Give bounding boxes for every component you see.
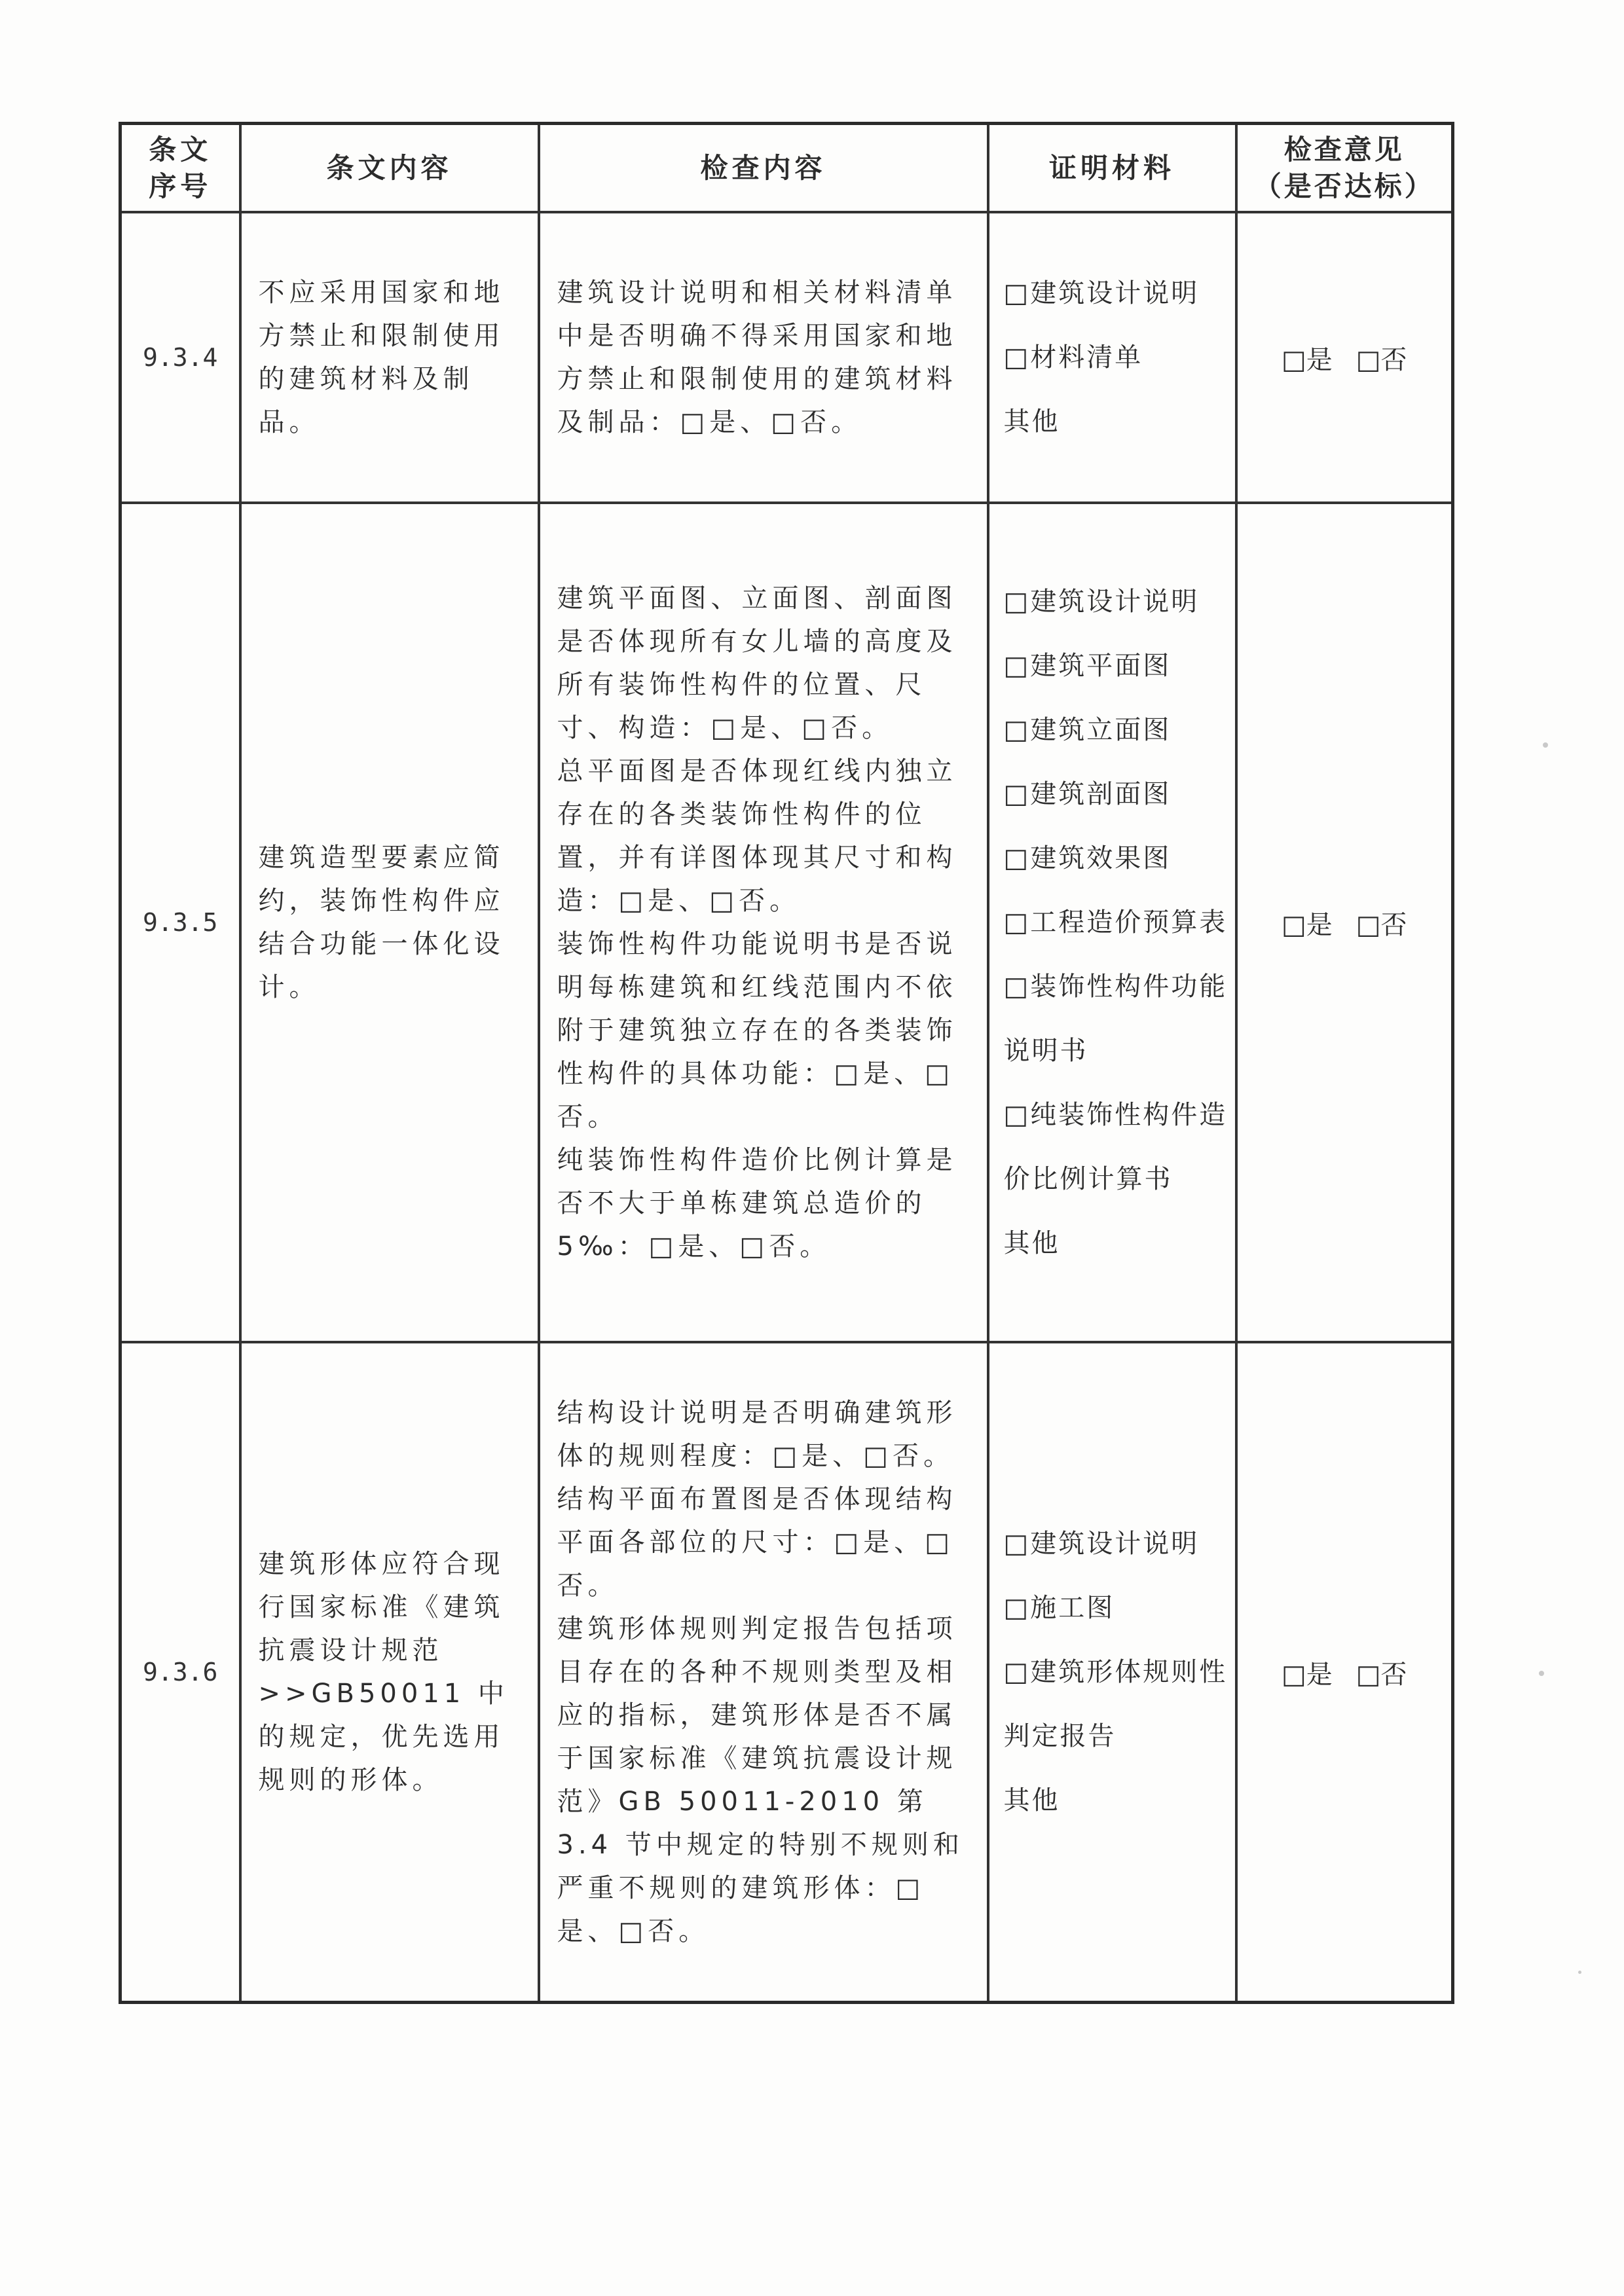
opinion-cell (1236, 503, 1453, 1342)
check-content (539, 1342, 988, 2003)
scan-speck (1539, 1671, 1544, 1676)
clause-content: 建筑形体应符合现行国家标准《建筑抗震设计规范>>GB50011 中的规定，优先选用规则的形体。 (240, 1342, 539, 2003)
clause-content: 建筑造型要素应简约，装饰性构件应结合功能一体化设计。 (240, 503, 539, 1342)
opinion-yes-checkbox[interactable]: □是 (1281, 909, 1333, 940)
evidence-item[interactable]: □纯装饰性构件造价比例计算书 (1003, 1100, 1228, 1194)
check-paragraph: 建筑平面图、立面图、剖面图是否体现所有女儿墙的高度及所有装饰性构件的位置、尺寸、构造：□是、□否。 (557, 583, 957, 743)
check-paragraph: 建筑形体规则判定报告包括项目存在的各种不规则类型及相应的指标，建筑形体是否不属于国家标准《建筑抗震设计规范》GB 50011-2010 第 3.4 节中规定的特别不规则和严重不规则的建筑形体：□是、□否。 (557, 1614, 964, 1946)
scan-speck (1543, 742, 1548, 748)
evidence-list (988, 1342, 1236, 2003)
opinion-yes-checkbox[interactable]: □是 (1281, 1659, 1333, 1690)
evidence-item[interactable]: □材料清单 (1003, 342, 1143, 373)
table-row (120, 503, 1453, 1342)
evidence-item[interactable]: □装饰性构件功能说明书 (1003, 972, 1228, 1066)
evidence-item[interactable]: □建筑形体规则性判定报告 (1003, 1657, 1228, 1751)
check-paragraph: 结构设计说明是否明确建筑形体的规则程度：□是、□否。 (557, 1398, 957, 1471)
opinion-no-checkbox[interactable]: □否 (1356, 344, 1407, 375)
scan-speck (1578, 1971, 1581, 1974)
evidence-item: 其他 (1003, 1228, 1060, 1258)
check-paragraph: 总平面图是否体现红线内独立存在的各类装饰性构件的位置，并有详图体现其尺寸和构造：□是、□否。 (557, 756, 957, 916)
header-opinion: 检查意见 （是否达标） (1236, 124, 1453, 213)
evidence-item[interactable]: □建筑设计说明 (1003, 1529, 1200, 1559)
check-content (539, 503, 988, 1342)
table-row (120, 1342, 1453, 2003)
opinion-yes-checkbox[interactable]: □是 (1281, 344, 1333, 375)
check-paragraph: 装饰性构件功能说明书是否说明每栋建筑和红线范围内不依附于建筑独立存在的各类装饰性构件的具体功能：□是、□否。 (557, 929, 957, 1132)
check-content (539, 212, 988, 503)
check-paragraph: 纯装饰性构件造价比例计算是否不大于单栋建筑总造价的 5‰：□是、□否。 (557, 1145, 957, 1262)
evidence-item[interactable]: □建筑效果图 (1003, 843, 1172, 873)
header-evidence: 证明材料 (988, 124, 1236, 213)
clause-number: 9.3.4 (120, 212, 240, 503)
evidence-item[interactable]: □建筑设计说明 (1003, 587, 1200, 617)
inspection-table (119, 122, 1454, 2004)
opinion-cell (1236, 1342, 1453, 2003)
evidence-item[interactable]: □施工图 (1003, 1593, 1115, 1623)
table-row (120, 212, 1453, 503)
evidence-list (988, 503, 1236, 1342)
header-clause-no: 条文 序号 (120, 124, 240, 213)
opinion-no-checkbox[interactable]: □否 (1356, 909, 1407, 940)
header-clause-content: 条文内容 (240, 124, 539, 213)
evidence-item[interactable]: □建筑立面图 (1003, 715, 1172, 745)
evidence-list (988, 212, 1236, 503)
clause-number: 9.3.6 (120, 1342, 240, 2003)
evidence-item: 其他 (1003, 1785, 1060, 1815)
evidence-item[interactable]: □建筑设计说明 (1003, 278, 1200, 308)
evidence-item[interactable]: □建筑平面图 (1003, 651, 1172, 681)
evidence-item[interactable]: □工程造价预算表 (1003, 907, 1228, 938)
check-paragraph: 建筑设计说明和相关材料清单中是否明确不得采用国家和地方禁止和限制使用的建筑材料及制品：□是、□否。 (557, 278, 957, 437)
header-row (120, 124, 1453, 213)
opinion-no-checkbox[interactable]: □否 (1356, 1659, 1407, 1690)
clause-number: 9.3.5 (120, 503, 240, 1342)
check-paragraph: 结构平面布置图是否体现结构平面各部位的尺寸：□是、□否。 (557, 1484, 957, 1601)
evidence-item[interactable]: □建筑剖面图 (1003, 779, 1172, 809)
opinion-cell (1236, 212, 1453, 503)
evidence-item: 其他 (1003, 407, 1060, 437)
header-check-content: 检查内容 (539, 124, 988, 213)
clause-content: 不应采用国家和地方禁止和限制使用的建筑材料及制品。 (240, 212, 539, 503)
